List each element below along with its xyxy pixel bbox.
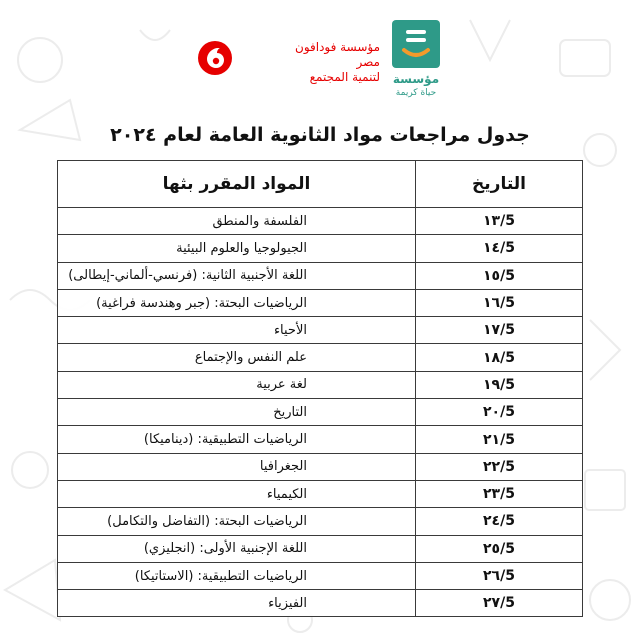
table-row	[58, 453, 583, 480]
row-date: 5/٢٢	[416, 453, 583, 480]
vodafone-line2: مصر	[356, 55, 380, 69]
table-row	[58, 535, 583, 562]
vodafone-line3: لتنمية المجتمع	[309, 70, 380, 84]
row-date: 5/١٣	[416, 208, 583, 235]
row-subject: لغة عربية	[58, 371, 416, 398]
table-row	[58, 235, 583, 262]
row-date: 5/٢٦	[416, 562, 583, 589]
row-subject: الجغرافيا	[58, 453, 416, 480]
table-row	[58, 399, 583, 426]
row-subject: الرياضيات البحتة: (جبر وهندسة فراغية)	[58, 289, 416, 316]
hayah-karima-name: مؤسسة	[392, 72, 440, 86]
table-row	[58, 480, 583, 507]
row-subject: الرياضيات التطبيقية: (الاستاتيكا)	[58, 562, 416, 589]
table-row	[58, 508, 583, 535]
row-subject: الأحياء	[58, 317, 416, 344]
table-row	[58, 262, 583, 289]
row-subject: علم النفس والإجتماع	[58, 344, 416, 371]
row-subject: التاريخ	[58, 399, 416, 426]
subject-column-header: المواد المقرر بثها	[58, 161, 416, 208]
table-row	[58, 208, 583, 235]
row-date: 5/٢٣	[416, 480, 583, 507]
row-subject: الرياضيات التطبيقية: (ديناميكا)	[58, 426, 416, 453]
row-subject: الرياضيات البحتة: (التفاضل والتكامل)	[58, 508, 416, 535]
table-row	[58, 562, 583, 589]
row-date: 5/٢٤	[416, 508, 583, 535]
row-subject: الكيمياء	[58, 480, 416, 507]
row-date: 5/٢٠	[416, 399, 583, 426]
row-subject: الفلسفة والمنطق	[58, 208, 416, 235]
row-subject: اللغة الأجنبية الثانية: (فرنسي-ألماني-إيطالى)	[58, 262, 416, 289]
table-row	[58, 317, 583, 344]
row-date: 5/٢٥	[416, 535, 583, 562]
hayah-karima-logo-icon	[392, 20, 440, 68]
row-date: 5/٢٧	[416, 590, 583, 617]
table-header-row	[58, 161, 583, 208]
table-row	[58, 590, 583, 617]
row-date: 5/١٤	[416, 235, 583, 262]
date-column-header: التاريخ	[416, 161, 583, 208]
schedule-table	[57, 160, 583, 617]
row-subject: الفيزياء	[58, 590, 416, 617]
page-title: جدول مراجعات مواد الثانوية العامة لعام ٢٠٢٤	[110, 124, 530, 146]
table-row	[58, 371, 583, 398]
vodafone-logo-icon	[197, 40, 233, 76]
logos-header	[0, 12, 640, 112]
row-date: 5/١٦	[416, 289, 583, 316]
row-date: 5/٢١	[416, 426, 583, 453]
table-row	[58, 426, 583, 453]
vodafone-foundation-text	[240, 40, 380, 85]
row-subject: الجيولوجيا والعلوم البيئية	[58, 235, 416, 262]
row-date: 5/١٨	[416, 344, 583, 371]
vodafone-line1: مؤسسة فودافون	[295, 40, 380, 54]
row-date: 5/١٧	[416, 317, 583, 344]
row-date: 5/١٩	[416, 371, 583, 398]
row-subject: اللغة الإجنبية الأولى: (انجليزي)	[58, 535, 416, 562]
table-row	[58, 289, 583, 316]
hayah-karima-subtitle: حياة كريمة	[395, 88, 437, 98]
row-date: 5/١٥	[416, 262, 583, 289]
table-row	[58, 344, 583, 371]
